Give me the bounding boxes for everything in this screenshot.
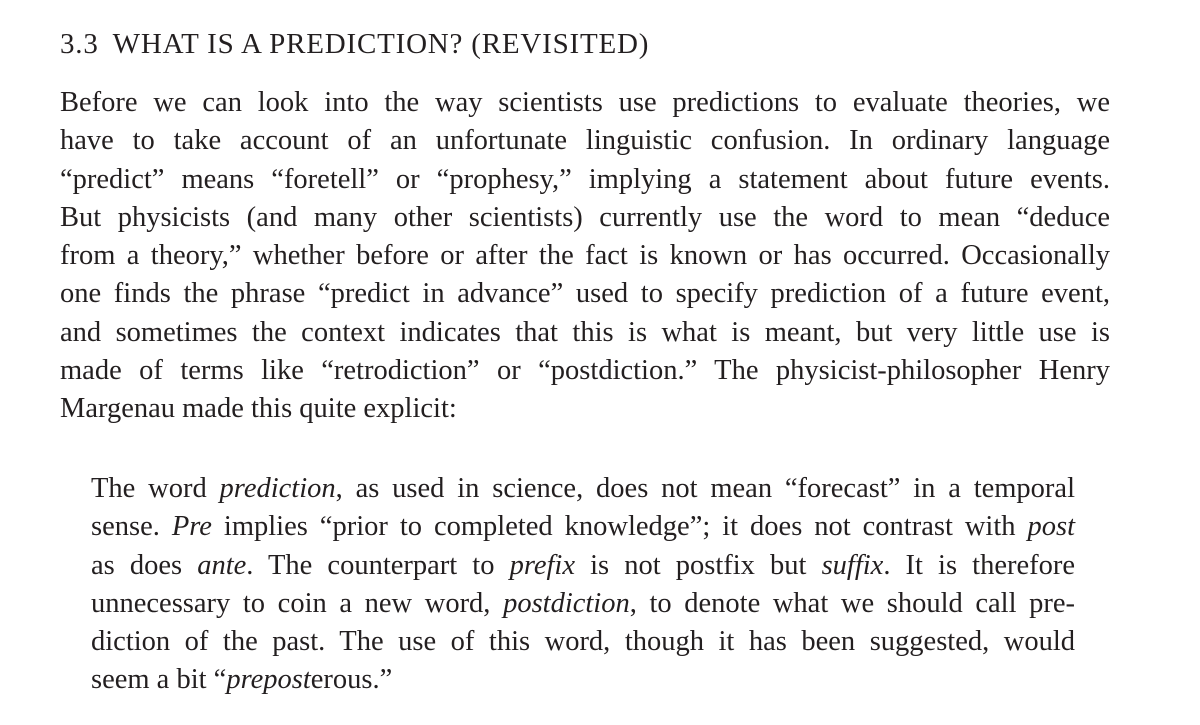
section-title: WHAT IS A PREDICTION? (REVISITED)	[112, 28, 650, 60]
paragraph-line: one finds the phrase “predict in advance” used to specify prediction of a future event,	[60, 278, 1110, 310]
quote-line	[91, 585, 1075, 623]
quote-line	[91, 470, 1075, 508]
quote-text: , as used in science, does not mean “forecast” in a temporal	[335, 473, 1075, 504]
quote-italic: postdiction	[503, 587, 630, 619]
quote-line	[91, 661, 1075, 699]
paragraph-line: have to take account of an unfortunate linguistic confusion. In ordinary language	[60, 125, 1110, 157]
quote-text: is not postfix but	[575, 549, 822, 581]
quote-text: . It is therefore	[883, 549, 1076, 581]
quote-text: implies “prior to completed knowledge”; it does not contrast with	[211, 511, 1028, 543]
quote-text: , to denote what we should call pre-	[629, 587, 1075, 619]
quote-line	[91, 508, 1075, 546]
quote-italic: prediction	[219, 473, 336, 504]
quote-text: erous.”	[310, 664, 393, 696]
section-heading	[60, 22, 649, 66]
paragraph-line: Margenau made this quite explicit:	[60, 393, 457, 425]
quote-text: as does	[91, 549, 198, 581]
quote-text: sense.	[91, 511, 172, 543]
quote-line	[91, 623, 1075, 661]
paragraph-line: and sometimes the context indicates that this is what is meant, but very little use is	[60, 316, 1110, 348]
quote-text: seem a bit “	[91, 664, 227, 696]
paragraph-line: from a theory,” whether before or after the fact is known or has occurred. Occasionally	[60, 240, 1110, 272]
quote-italic: prefix	[509, 549, 575, 581]
paragraph-line: “predict” means “foretell” or “prophesy,” implying a statement about future events.	[60, 163, 1110, 195]
section-number: 3.3	[60, 28, 99, 60]
quote-text: . The counterpart to	[246, 549, 510, 581]
paragraph-line: But physicists (and many other scientists) currently use the word to mean “deduce	[60, 201, 1110, 233]
quote-italic: prepost	[226, 664, 311, 696]
block-quote	[91, 470, 1075, 700]
quote-italic: ante	[197, 549, 247, 581]
paragraph-line: made of terms like “retrodiction” or “postdiction.” The physicist-philosopher Henry	[60, 355, 1110, 387]
body-paragraph	[60, 84, 1110, 429]
quote-text: unnecessary to coin a new word,	[91, 587, 504, 619]
quote-italic: Pre	[171, 511, 212, 543]
quote-text: diction of the past. The use of this word, though it has been suggested, would	[91, 626, 1075, 658]
paragraph-line: Before we can look into the way scientists use predictions to evaluate theories, we	[60, 87, 1110, 118]
quote-italic: post	[1027, 511, 1075, 543]
quote-italic: suffix	[821, 549, 884, 581]
quote-text: The word	[91, 473, 220, 504]
quote-line	[91, 547, 1075, 585]
